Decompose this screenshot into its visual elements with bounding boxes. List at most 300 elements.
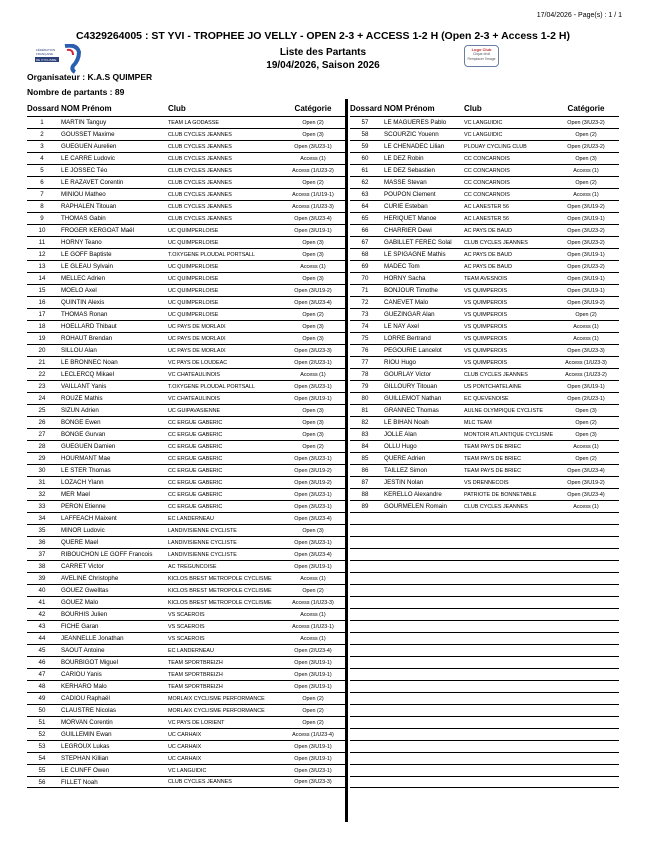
table-row bbox=[27, 452, 347, 464]
rider-dossard: 62 bbox=[361, 179, 369, 186]
rider-club: VS QUIMPEROIS bbox=[464, 359, 508, 366]
rider-name: LE STER Thomas bbox=[61, 467, 111, 474]
rider-name: LE CHENADEC Lilian bbox=[384, 143, 445, 150]
empty-table-row bbox=[350, 776, 619, 788]
table-row bbox=[27, 116, 347, 128]
header-categorie: Catégorie bbox=[567, 104, 605, 113]
rider-club: CLUB CYCLES JEANNES bbox=[168, 155, 232, 162]
table-row bbox=[350, 380, 619, 392]
table-row bbox=[350, 488, 619, 500]
rider-category: Open (3) bbox=[302, 239, 324, 246]
table-row bbox=[27, 332, 347, 344]
rider-club: UC QUIMPERLOISE bbox=[168, 263, 219, 270]
rider-dossard: 7 bbox=[40, 191, 44, 198]
rider-name: GUEGUEN Damien bbox=[61, 443, 116, 450]
rider-dossard: 3 bbox=[40, 143, 44, 150]
rider-dossard: 15 bbox=[38, 287, 46, 294]
table-row bbox=[27, 488, 347, 500]
table-row bbox=[27, 740, 347, 752]
rider-club: TEAM SPORTBREIZH bbox=[168, 683, 223, 690]
rider-club: CC ERGUE GABERIC bbox=[168, 503, 223, 510]
empty-table-row bbox=[350, 596, 619, 608]
rider-category: Open (3/U19-1) bbox=[567, 275, 605, 282]
rider-name: GABILLET FEREC Solal bbox=[384, 239, 452, 246]
table-row bbox=[350, 404, 619, 416]
table-row bbox=[27, 584, 347, 596]
rider-name: LE BIHAN Noah bbox=[384, 419, 429, 426]
rider-category: Access (1) bbox=[573, 191, 599, 198]
rider-category: Open (3/U23-1) bbox=[294, 539, 332, 546]
rider-category: Open (3/U23-1) bbox=[294, 767, 332, 774]
rider-dossard: 60 bbox=[361, 155, 369, 162]
table-row bbox=[350, 116, 619, 128]
list-heading bbox=[0, 46, 646, 72]
rider-dossard: 38 bbox=[38, 563, 46, 570]
rider-club: CC ERGUE GABERIC bbox=[168, 443, 223, 450]
rider-club: UC PAYS DE MORLAIX bbox=[168, 323, 226, 330]
table-row bbox=[27, 524, 347, 536]
table-row bbox=[27, 164, 347, 176]
rider-name: BOURHIS Julien bbox=[61, 611, 108, 618]
rider-category: Access (1/U23-2) bbox=[565, 371, 607, 378]
rider-dossard: 45 bbox=[38, 647, 46, 654]
rider-club: TEAM SPORTBREIZH bbox=[168, 659, 223, 666]
table-row bbox=[350, 344, 619, 356]
rider-name: LE DEZ Sebastien bbox=[384, 167, 435, 174]
rider-dossard: 11 bbox=[38, 239, 46, 246]
rider-name: SAOUT Antoine bbox=[61, 647, 105, 654]
rider-club: UC QUIMPERLOISE bbox=[168, 275, 219, 282]
rider-dossard: 88 bbox=[361, 491, 369, 498]
rider-dossard: 71 bbox=[361, 287, 369, 294]
table-row bbox=[350, 440, 619, 452]
header-dossard: Dossard bbox=[27, 104, 60, 113]
rider-name: GOUEZ Gwelltas bbox=[61, 587, 109, 594]
rider-category: Open (3/U19-1) bbox=[567, 251, 605, 258]
rider-name: QUERE Adrien bbox=[384, 455, 426, 462]
rider-name: GUILLEMIN Ewan bbox=[61, 731, 112, 738]
rider-dossard: 52 bbox=[38, 731, 46, 738]
table-row bbox=[27, 764, 347, 776]
participants-count: Nombre de partants : 89 bbox=[27, 87, 125, 97]
rider-dossard: 84 bbox=[361, 443, 369, 450]
rider-club: TEAM LA GODASSE bbox=[168, 119, 219, 126]
rider-category: Open (3/U23-1) bbox=[294, 491, 332, 498]
table-row bbox=[27, 560, 347, 572]
table-row bbox=[27, 704, 347, 716]
header-dossard: Dossard bbox=[350, 104, 383, 113]
rider-club: MORLAIX CYCLISME PERFORMANCE bbox=[168, 707, 265, 714]
rider-category: Open (3) bbox=[302, 407, 324, 414]
header-club: Club bbox=[168, 104, 186, 113]
rider-category: Open (2/U23-1) bbox=[294, 359, 332, 366]
rider-club: VS SCAEROIS bbox=[168, 623, 205, 630]
rider-name: THOMAS Gabin bbox=[61, 215, 106, 222]
rider-name: MINIOU Matheo bbox=[61, 191, 106, 198]
rider-name: CHARRIER Dewi bbox=[384, 227, 432, 234]
table-row bbox=[27, 296, 347, 308]
table-row bbox=[27, 752, 347, 764]
rider-dossard: 58 bbox=[361, 131, 369, 138]
rider-dossard: 74 bbox=[361, 323, 369, 330]
rider-name: FICHE Garan bbox=[61, 623, 99, 630]
table-row bbox=[350, 236, 619, 248]
rider-club: AULNE OLYMPIQUE CYCLISTE bbox=[464, 407, 543, 414]
rider-club: CC CONCARNOIS bbox=[464, 155, 510, 162]
rider-club: T.OXYGENE PLOUDAL PORTSALL bbox=[168, 251, 255, 258]
table-row bbox=[27, 596, 347, 608]
rider-name: LOZACH Ylann bbox=[61, 479, 104, 486]
table-row bbox=[350, 500, 619, 512]
rider-category: Open (2/U23-1) bbox=[567, 395, 605, 402]
rider-club: AC PAYS DE BAUD bbox=[464, 251, 513, 258]
rider-dossard: 13 bbox=[38, 263, 46, 270]
rider-name: LE GLEAU Sylvain bbox=[61, 263, 113, 270]
rider-name: LAFFEACH Maixent bbox=[61, 515, 117, 522]
rider-category: Open (2) bbox=[302, 179, 324, 186]
organizer: Organisateur : K.A.S QUIMPER bbox=[27, 72, 153, 82]
rider-name: GOUSSET Maxime bbox=[61, 131, 115, 138]
rider-dossard: 61 bbox=[361, 167, 369, 174]
rider-category: Open (2) bbox=[575, 311, 597, 318]
table-row bbox=[27, 464, 347, 476]
table-row bbox=[350, 140, 619, 152]
rider-category: Open (3/U19-1) bbox=[567, 287, 605, 294]
rider-name: RIOU Hugo bbox=[384, 359, 416, 366]
rider-dossard: 6 bbox=[40, 179, 44, 186]
table-row bbox=[27, 344, 347, 356]
rider-category: Open (3/U19-1) bbox=[294, 743, 332, 750]
header-nom: NOM Prénom bbox=[384, 104, 435, 113]
rider-name: MER Mael bbox=[61, 491, 90, 498]
rider-dossard: 8 bbox=[40, 203, 44, 210]
rider-dossard: 55 bbox=[38, 767, 46, 774]
rider-category: Open (3/U19-1) bbox=[567, 215, 605, 222]
rider-name: BOURBIGOT Miguel bbox=[61, 659, 118, 666]
table-row bbox=[27, 572, 347, 584]
rider-club: AC TREGUNCOISE bbox=[168, 563, 217, 570]
rider-dossard: 82 bbox=[361, 419, 369, 426]
rider-dossard: 25 bbox=[38, 407, 46, 414]
rider-name: GOURMELEN Romain bbox=[384, 503, 447, 510]
rider-dossard: 14 bbox=[38, 275, 46, 282]
rider-name: MINOR Ludovic bbox=[61, 527, 105, 534]
rider-club: TEAM AVESNOIS bbox=[464, 275, 508, 282]
empty-table-row bbox=[350, 704, 619, 716]
table-row bbox=[27, 632, 347, 644]
header-club: Club bbox=[464, 104, 482, 113]
rider-dossard: 89 bbox=[361, 503, 369, 510]
rider-category: Access (1) bbox=[300, 575, 326, 582]
table-row bbox=[27, 656, 347, 668]
rider-club: CLUB CYCLES JEANNES bbox=[168, 215, 232, 222]
rider-name: SIZUN Adrien bbox=[61, 407, 99, 414]
rider-category: Open (3/U19-1) bbox=[294, 227, 332, 234]
table-row bbox=[350, 260, 619, 272]
rider-club: KICLOS BREST METROPOLE CYCLISME bbox=[168, 575, 272, 582]
rider-club: VS QUIMPEROIS bbox=[464, 311, 508, 318]
rider-category: Open (3/U19-2) bbox=[294, 479, 332, 486]
rider-club: US PONTCHATELAINE bbox=[464, 383, 522, 390]
rider-category: Open (3/U23-1) bbox=[294, 143, 332, 150]
table-row bbox=[27, 776, 347, 788]
rider-dossard: 63 bbox=[361, 191, 369, 198]
table-row bbox=[27, 284, 347, 296]
rider-name: MORVAN Corentin bbox=[61, 719, 113, 726]
rider-dossard: 20 bbox=[38, 347, 46, 354]
rider-name: JEANNELLE Jonathan bbox=[61, 635, 124, 642]
rider-name: LE DEZ Robin bbox=[384, 155, 424, 162]
rider-dossard: 78 bbox=[361, 371, 369, 378]
table-row bbox=[27, 608, 347, 620]
table-row bbox=[27, 680, 347, 692]
rider-name: PERON Etienne bbox=[61, 503, 106, 510]
rider-club: MLC TEAM bbox=[464, 419, 492, 426]
rider-dossard: 34 bbox=[38, 515, 46, 522]
rider-name: FILLET Noah bbox=[61, 778, 98, 786]
empty-table-row bbox=[350, 740, 619, 752]
rider-name: MOELO Axel bbox=[61, 287, 97, 294]
rider-club: KICLOS BREST METROPOLE CYCLISME bbox=[168, 599, 272, 606]
table-row bbox=[27, 272, 347, 284]
empty-table-row bbox=[350, 680, 619, 692]
club-logo-line2: Clique droit bbox=[472, 52, 491, 56]
rider-dossard: 85 bbox=[361, 455, 369, 462]
rider-club: VC LANGUIDIC bbox=[464, 119, 503, 126]
rider-name: FROGER KERGOAT Maël bbox=[61, 227, 135, 234]
rider-category: Open (3/U23-1) bbox=[294, 455, 332, 462]
rider-name: LE JOSSEC Téo bbox=[61, 167, 108, 174]
rider-club: UC CARHAIX bbox=[168, 731, 202, 738]
rider-name: QUINTIN Alexis bbox=[61, 299, 105, 306]
rider-club: TEAM PAYS DE BRIEC bbox=[464, 467, 522, 474]
rider-name: SCOURZIC Youenn bbox=[384, 131, 439, 138]
rider-name: LE GOFF Baptiste bbox=[61, 251, 112, 258]
rider-name: GUILLEMOT Nathan bbox=[384, 395, 442, 402]
rider-category: Access (1) bbox=[573, 503, 599, 510]
table-row bbox=[350, 152, 619, 164]
table-row bbox=[27, 224, 347, 236]
rider-club: T.OXYGENE PLOUDAL PORTSALL bbox=[168, 383, 255, 390]
rider-dossard: 22 bbox=[38, 371, 46, 378]
rider-club: AC PAYS DE BAUD bbox=[464, 227, 513, 234]
rider-name: HERIQUET Manoe bbox=[384, 215, 437, 222]
rider-category: Access (1) bbox=[573, 335, 599, 342]
date-season: 19/04/2026, Saison 2026 bbox=[266, 60, 380, 71]
table-header bbox=[350, 101, 619, 116]
table-row bbox=[350, 320, 619, 332]
rider-category: Open (2/U23-4) bbox=[294, 647, 332, 654]
table-row bbox=[350, 212, 619, 224]
rider-category: Open (3/U23-4) bbox=[567, 491, 605, 498]
rider-dossard: 27 bbox=[38, 431, 46, 438]
rider-category: Open (3/U23-3) bbox=[294, 347, 332, 354]
table-row bbox=[350, 392, 619, 404]
rider-category: Access (1) bbox=[573, 323, 599, 330]
rider-category: Open (3) bbox=[575, 431, 597, 438]
rider-club: PLOUAY CYCLING CLUB bbox=[464, 143, 527, 150]
rider-name: GUEGUEN Aurelien bbox=[61, 143, 117, 150]
rider-category: Open (3/U19-1) bbox=[294, 563, 332, 570]
rider-name: RIBOUCHON LE GOFF Francois bbox=[61, 551, 153, 558]
rider-name: MASSE Stevan bbox=[384, 179, 427, 186]
rider-dossard: 19 bbox=[38, 335, 46, 342]
rider-name: LE CUNFF Owen bbox=[61, 767, 110, 774]
rider-category: Open (3/U23-1) bbox=[294, 383, 332, 390]
rider-category: Open (3/U19-1) bbox=[294, 683, 332, 690]
rider-category: Open (3/U19-2) bbox=[294, 287, 332, 294]
rider-dossard: 26 bbox=[38, 419, 46, 426]
table-row bbox=[350, 200, 619, 212]
rider-club: CC ERGUE GABERIC bbox=[168, 455, 223, 462]
table-row bbox=[27, 548, 347, 560]
rider-name: BONJOUR Timothe bbox=[384, 287, 438, 294]
empty-table-row bbox=[350, 632, 619, 644]
table-row bbox=[27, 512, 347, 524]
svg-text:DE CYCLISME: DE CYCLISME bbox=[36, 58, 57, 62]
table-row bbox=[27, 368, 347, 380]
table-row bbox=[27, 356, 347, 368]
rider-club: VC PAYS DE LOUDEAC bbox=[168, 359, 228, 366]
rider-name: TAILLEZ Simon bbox=[384, 467, 428, 474]
rider-name: MADEC Tom bbox=[384, 263, 420, 270]
rider-club: AC PAYS DE BAUD bbox=[464, 263, 513, 270]
rider-club: LANDIVISIENNE CYCLISTE bbox=[168, 539, 237, 546]
rider-club: TEAM SPORTBREIZH bbox=[168, 671, 223, 678]
rider-category: Open (3/U19-2) bbox=[567, 203, 605, 210]
rider-name: HOURMANT Mae bbox=[61, 455, 111, 462]
rider-name: LE CARRE Ludovic bbox=[61, 155, 115, 162]
rider-dossard: 77 bbox=[361, 359, 369, 366]
rider-dossard: 54 bbox=[38, 755, 46, 762]
rider-dossard: 66 bbox=[361, 227, 369, 234]
rider-club: CC ERGUE GABERIC bbox=[168, 467, 223, 474]
table-row bbox=[350, 128, 619, 140]
rider-club: VS SCAEROIS bbox=[168, 635, 205, 642]
rider-name: MARTIN Tanguy bbox=[61, 119, 107, 126]
rider-club: CLUB CYCLES JEANNES bbox=[168, 191, 232, 198]
rider-name: BONGE Ewen bbox=[61, 419, 101, 426]
table-row bbox=[350, 296, 619, 308]
rider-club: UC PAYS DE MORLAIX bbox=[168, 347, 226, 354]
rider-dossard: 35 bbox=[38, 527, 46, 534]
club-logo-line3: Remplacer l'image bbox=[467, 57, 496, 61]
rider-category: Access (1/U19-1) bbox=[292, 191, 334, 198]
rider-dossard: 64 bbox=[361, 203, 369, 210]
header-nom: NOM Prénom bbox=[61, 104, 112, 113]
rider-dossard: 69 bbox=[361, 263, 369, 270]
rider-category: Open (3) bbox=[575, 155, 597, 162]
date-page-info: 17/04/2026 - Page(s) : 1 / 1 bbox=[536, 12, 622, 19]
rider-category: Open (2) bbox=[302, 695, 324, 702]
empty-table-row bbox=[350, 728, 619, 740]
rider-dossard: 51 bbox=[38, 719, 46, 726]
table-row bbox=[27, 200, 347, 212]
rider-name: LE MAGUERES Pablo bbox=[384, 119, 447, 126]
empty-table-row bbox=[350, 536, 619, 548]
rider-name: CURIE Esteban bbox=[384, 203, 428, 210]
rider-club: CLUB CYCLES JEANNES bbox=[168, 179, 232, 186]
table-row bbox=[27, 212, 347, 224]
rider-name: ROUZÉ Mathis bbox=[61, 395, 103, 402]
rider-category: Open (3/U23-4) bbox=[294, 215, 332, 222]
rider-category: Open (2) bbox=[575, 179, 597, 186]
rider-dossard: 68 bbox=[361, 251, 369, 258]
empty-table-row bbox=[350, 752, 619, 764]
ffc-logo bbox=[35, 44, 95, 74]
rider-club: CC CONCARNOIS bbox=[464, 191, 510, 198]
rider-name: OLLU Hugo bbox=[384, 443, 417, 450]
rider-name: SILLOU Alan bbox=[61, 347, 97, 354]
table-row bbox=[27, 128, 347, 140]
rider-category: Open (2) bbox=[302, 587, 324, 594]
rider-dossard: 24 bbox=[38, 395, 46, 402]
rider-category: Access (1/U23-3) bbox=[292, 599, 334, 606]
rider-club: CLUB CYCLES JEANNES bbox=[168, 143, 232, 150]
rider-category: Open (3/U19-1) bbox=[294, 395, 332, 402]
rider-category: Open (3/U23-1) bbox=[294, 503, 332, 510]
rider-dossard: 49 bbox=[38, 695, 46, 702]
rider-dossard: 31 bbox=[38, 479, 46, 486]
rider-dossard: 75 bbox=[361, 335, 369, 342]
rider-dossard: 21 bbox=[38, 359, 46, 366]
rider-category: Open (3/U23-4) bbox=[294, 551, 332, 558]
rider-category: Access (1/U23-4) bbox=[292, 731, 334, 738]
rider-club: VS QUIMPEROIS bbox=[464, 335, 508, 342]
rider-name: CARIOU Yanis bbox=[61, 671, 102, 678]
rider-name: GOUEZ Malo bbox=[61, 599, 99, 606]
rider-category: Access (1) bbox=[300, 155, 326, 162]
table-row bbox=[27, 716, 347, 728]
rider-category: Open (3) bbox=[302, 527, 324, 534]
rider-category: Open (2) bbox=[575, 455, 597, 462]
rider-name: RAPHALEN Titouan bbox=[61, 203, 117, 210]
table-row bbox=[27, 620, 347, 632]
rider-category: Access (1) bbox=[573, 167, 599, 174]
rider-club: CC CONCARNOIS bbox=[464, 167, 510, 174]
table-row bbox=[350, 476, 619, 488]
rider-club: AC LANESTER 56 bbox=[464, 203, 509, 210]
empty-table-row bbox=[350, 644, 619, 656]
rider-category: Open (3/U19-1) bbox=[294, 755, 332, 762]
rider-category: Access (1) bbox=[300, 635, 326, 642]
rider-club: VC CHATEAULINOIS bbox=[168, 395, 221, 402]
table-row bbox=[27, 536, 347, 548]
rider-dossard: 18 bbox=[38, 323, 46, 330]
rider-category: Open (3/U19-1) bbox=[294, 659, 332, 666]
rider-name: HOELLARD Thibaut bbox=[61, 323, 117, 330]
rider-category: Open (3) bbox=[302, 419, 324, 426]
rider-club: CLUB CYCLES JEANNES bbox=[168, 203, 232, 210]
empty-table-row bbox=[350, 716, 619, 728]
rider-category: Open (2/U23-2) bbox=[567, 263, 605, 270]
rider-club: UC CARHAIX bbox=[168, 755, 202, 762]
rider-dossard: 70 bbox=[361, 275, 369, 282]
rider-dossard: 41 bbox=[38, 599, 46, 606]
rider-club: AC LANESTER 56 bbox=[464, 215, 509, 222]
rider-category: Open (2) bbox=[302, 707, 324, 714]
rider-club: VC PAYS DE LORIENT bbox=[168, 719, 225, 726]
table-row bbox=[350, 164, 619, 176]
rider-dossard: 29 bbox=[38, 455, 46, 462]
race-title: C4329264005 : ST YVI - TROPHEE JO VELLY - OPEN 2-3 + ACCESS 1-2 H (Open 2-3 + Access 1-2 H) bbox=[76, 30, 570, 42]
rider-dossard: 87 bbox=[361, 479, 369, 486]
table-row bbox=[350, 464, 619, 476]
rider-category: Open (3/U23-4) bbox=[567, 467, 605, 474]
rider-category: Open (3) bbox=[575, 407, 597, 414]
rider-dossard: 5 bbox=[40, 167, 44, 174]
svg-text:FRANÇAISE: FRANÇAISE bbox=[36, 52, 54, 56]
